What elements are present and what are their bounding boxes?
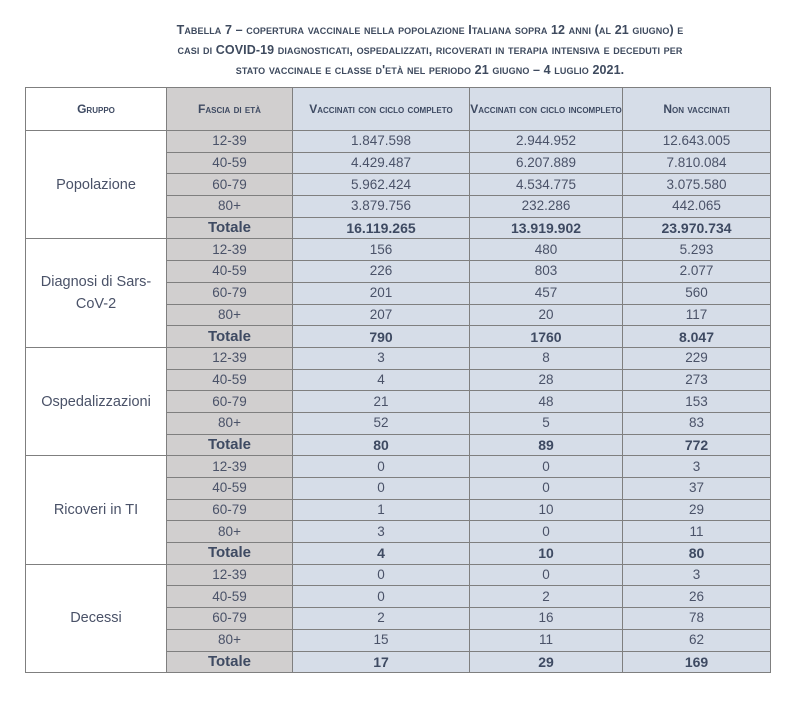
- non-vaccinati-cell: 12.643.005: [623, 131, 771, 153]
- incompleto-cell: 11: [470, 629, 623, 651]
- age-cell: 12-39: [167, 456, 293, 478]
- header-completo: Vaccinati con ciclo completo: [293, 88, 470, 131]
- completo-cell: 3: [293, 347, 470, 369]
- age-cell: 60-79: [167, 608, 293, 630]
- incompleto-cell: 1760: [470, 326, 623, 348]
- age-cell: 80+: [167, 196, 293, 218]
- completo-cell: 16.119.265: [293, 217, 470, 239]
- incompleto-cell: 5: [470, 412, 623, 434]
- incompleto-cell: 0: [470, 564, 623, 586]
- incompleto-cell: 2: [470, 586, 623, 608]
- header-gruppo: Gruppo: [26, 88, 167, 131]
- incompleto-cell: 232.286: [470, 196, 623, 218]
- completo-cell: 15: [293, 629, 470, 651]
- caption-line-2: casi di COVID-19 diagnosticati, ospedalizzati, ricoverati in terapia intensiva e deceduti per: [177, 43, 683, 57]
- age-cell: 40-59: [167, 261, 293, 283]
- table-row: [26, 239, 771, 261]
- completo-cell: 0: [293, 564, 470, 586]
- completo-cell: 4.429.487: [293, 152, 470, 174]
- completo-cell: 17: [293, 651, 470, 673]
- completo-cell: 207: [293, 304, 470, 326]
- table-row: [26, 131, 771, 153]
- completo-cell: 790: [293, 326, 470, 348]
- age-cell: 40-59: [167, 478, 293, 500]
- header-non-vaccinati: Non vaccinati: [623, 88, 771, 131]
- completo-cell: 3: [293, 521, 470, 543]
- caption-line-3: stato vaccinale e classe d'età nel periodo 21 giugno – 4 luglio 2021.: [235, 63, 625, 77]
- completo-cell: 4: [293, 369, 470, 391]
- non-vaccinati-cell: 8.047: [623, 326, 771, 348]
- group-label: Popolazione: [26, 131, 167, 239]
- completo-cell: 0: [293, 586, 470, 608]
- incompleto-cell: 28: [470, 369, 623, 391]
- non-vaccinati-cell: 117: [623, 304, 771, 326]
- incompleto-cell: 0: [470, 521, 623, 543]
- age-cell: 60-79: [167, 282, 293, 304]
- completo-cell: 5.962.424: [293, 174, 470, 196]
- caption-line-1: Tabella 7 – copertura vaccinale nella popolazione Italiana sopra 12 anni (al 21 giugno) e: [176, 23, 684, 37]
- non-vaccinati-cell: 37: [623, 478, 771, 500]
- completo-cell: 0: [293, 478, 470, 500]
- age-cell: 60-79: [167, 499, 293, 521]
- incompleto-cell: 16: [470, 608, 623, 630]
- age-cell: 60-79: [167, 391, 293, 413]
- age-cell: Totale: [167, 217, 293, 239]
- table-body: [26, 131, 771, 673]
- header-row: [26, 88, 771, 131]
- age-cell: 40-59: [167, 152, 293, 174]
- table-row: [26, 564, 771, 586]
- age-cell: 80+: [167, 412, 293, 434]
- age-cell: 12-39: [167, 131, 293, 153]
- header-fascia: Fascia di età: [167, 88, 293, 131]
- incompleto-cell: 13.919.902: [470, 217, 623, 239]
- non-vaccinati-cell: 273: [623, 369, 771, 391]
- header-incompleto: Vaccinati con ciclo incompleto: [470, 88, 623, 131]
- non-vaccinati-cell: 560: [623, 282, 771, 304]
- non-vaccinati-cell: 29: [623, 499, 771, 521]
- vaccination-table: [25, 87, 771, 673]
- age-cell: Totale: [167, 434, 293, 456]
- non-vaccinati-cell: 3.075.580: [623, 174, 771, 196]
- age-cell: 40-59: [167, 586, 293, 608]
- incompleto-cell: 6.207.889: [470, 152, 623, 174]
- incompleto-cell: 29: [470, 651, 623, 673]
- table-row: [26, 456, 771, 478]
- incompleto-cell: 10: [470, 499, 623, 521]
- incompleto-cell: 457: [470, 282, 623, 304]
- completo-cell: 226: [293, 261, 470, 283]
- incompleto-cell: 10: [470, 543, 623, 565]
- completo-cell: 21: [293, 391, 470, 413]
- non-vaccinati-cell: 772: [623, 434, 771, 456]
- completo-cell: 0: [293, 456, 470, 478]
- incompleto-cell: 4.534.775: [470, 174, 623, 196]
- non-vaccinati-cell: 169: [623, 651, 771, 673]
- non-vaccinati-cell: 7.810.084: [623, 152, 771, 174]
- non-vaccinati-cell: 23.970.734: [623, 217, 771, 239]
- age-cell: 80+: [167, 304, 293, 326]
- non-vaccinati-cell: 3: [623, 564, 771, 586]
- group-label: Ospedalizzazioni: [26, 347, 167, 455]
- incompleto-cell: 480: [470, 239, 623, 261]
- non-vaccinati-cell: 153: [623, 391, 771, 413]
- age-cell: 80+: [167, 629, 293, 651]
- table-row: [26, 347, 771, 369]
- age-cell: Totale: [167, 326, 293, 348]
- completo-cell: 1: [293, 499, 470, 521]
- non-vaccinati-cell: 11: [623, 521, 771, 543]
- incompleto-cell: 0: [470, 456, 623, 478]
- incompleto-cell: 89: [470, 434, 623, 456]
- completo-cell: 156: [293, 239, 470, 261]
- completo-cell: 1.847.598: [293, 131, 470, 153]
- age-cell: 80+: [167, 521, 293, 543]
- completo-cell: 4: [293, 543, 470, 565]
- non-vaccinati-cell: 5.293: [623, 239, 771, 261]
- non-vaccinati-cell: 78: [623, 608, 771, 630]
- completo-cell: 201: [293, 282, 470, 304]
- incompleto-cell: 20: [470, 304, 623, 326]
- non-vaccinati-cell: 442.065: [623, 196, 771, 218]
- completo-cell: 2: [293, 608, 470, 630]
- group-label: Ricoveri in TI: [26, 456, 167, 564]
- age-cell: 12-39: [167, 564, 293, 586]
- age-cell: Totale: [167, 543, 293, 565]
- table-caption: [60, 20, 796, 80]
- incompleto-cell: 8: [470, 347, 623, 369]
- non-vaccinati-cell: 62: [623, 629, 771, 651]
- incompleto-cell: 2.944.952: [470, 131, 623, 153]
- age-cell: 12-39: [167, 239, 293, 261]
- completo-cell: 80: [293, 434, 470, 456]
- completo-cell: 52: [293, 412, 470, 434]
- non-vaccinati-cell: 83: [623, 412, 771, 434]
- non-vaccinati-cell: 229: [623, 347, 771, 369]
- incompleto-cell: 0: [470, 478, 623, 500]
- completo-cell: 3.879.756: [293, 196, 470, 218]
- age-cell: 12-39: [167, 347, 293, 369]
- age-cell: 60-79: [167, 174, 293, 196]
- incompleto-cell: 803: [470, 261, 623, 283]
- non-vaccinati-cell: 2.077: [623, 261, 771, 283]
- non-vaccinati-cell: 26: [623, 586, 771, 608]
- non-vaccinati-cell: 3: [623, 456, 771, 478]
- group-label: Diagnosi di Sars-CoV-2: [26, 239, 167, 347]
- non-vaccinati-cell: 80: [623, 543, 771, 565]
- incompleto-cell: 48: [470, 391, 623, 413]
- group-label: Decessi: [26, 564, 167, 672]
- age-cell: Totale: [167, 651, 293, 673]
- age-cell: 40-59: [167, 369, 293, 391]
